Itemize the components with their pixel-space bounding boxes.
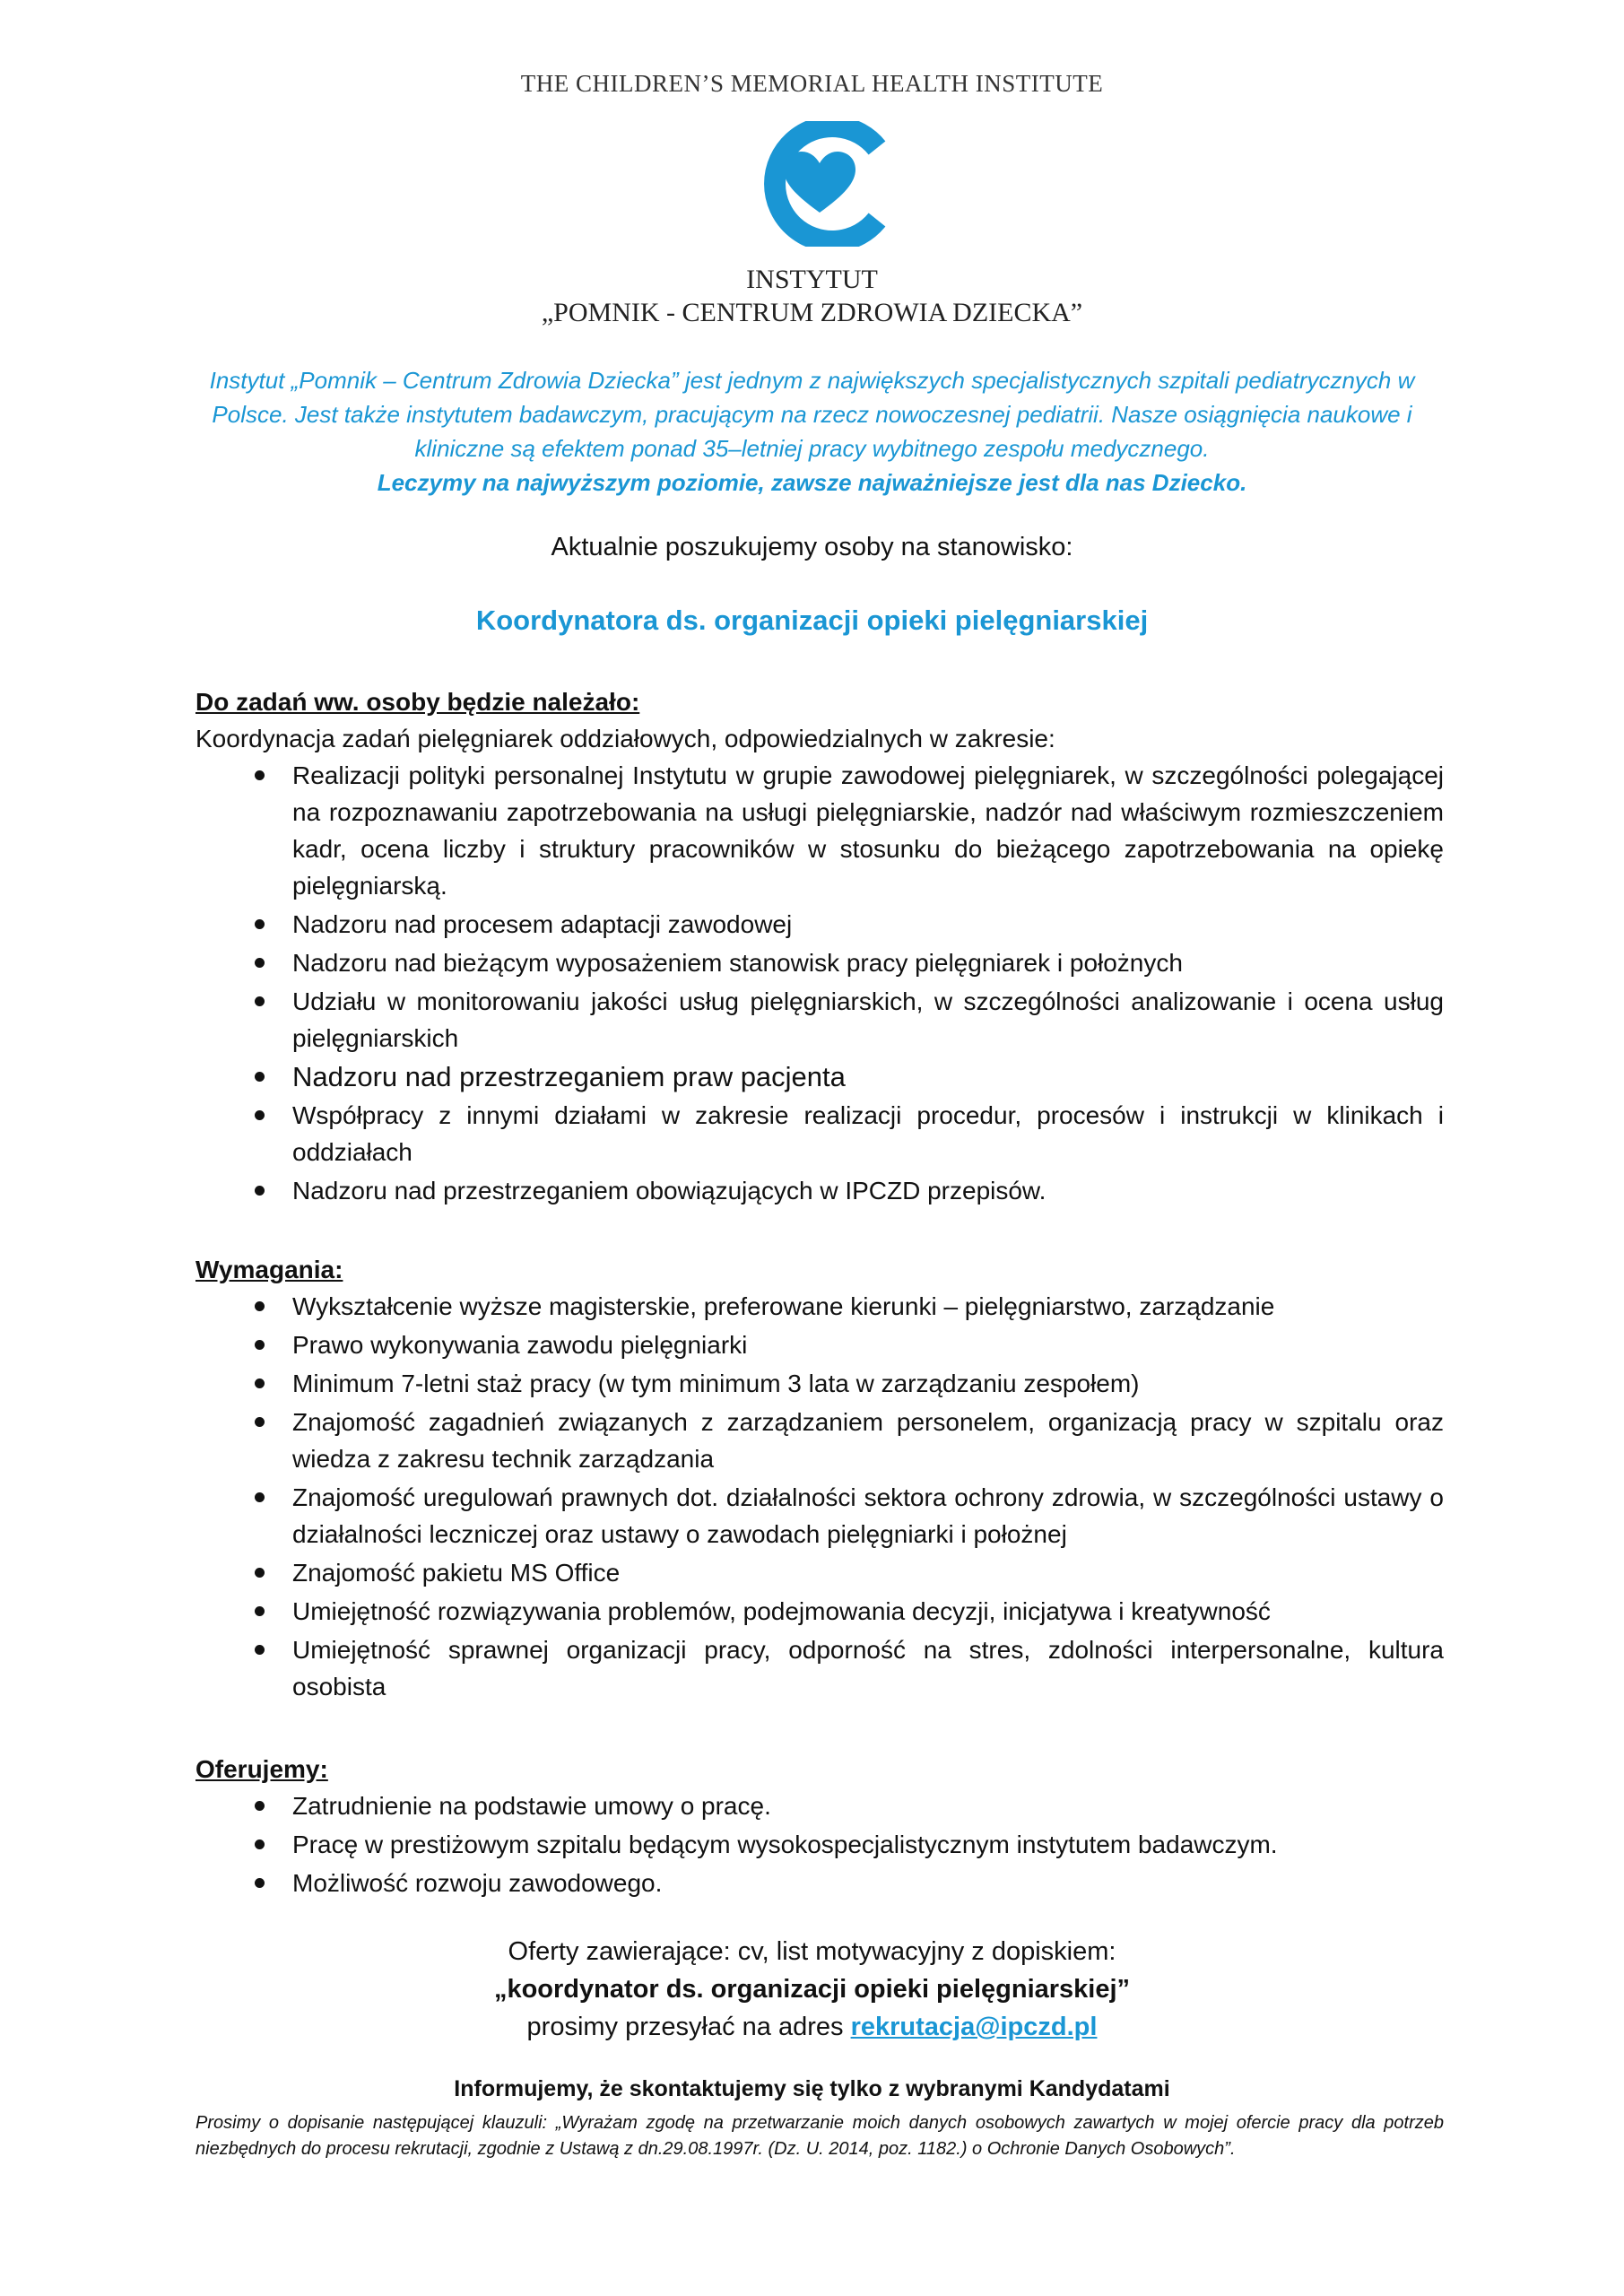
bullet-icon	[255, 1645, 265, 1655]
list-item: Nadzoru nad procesem adaptacji zawodowej	[195, 906, 1444, 943]
bullet-icon	[255, 1568, 265, 1578]
application-instructions	[0, 1933, 1624, 2046]
intro-paragraph: Instytut „Pomnik – Centrum Zdrowia Dziecka” jest jednym z największych specjalistycznych szpitali pediatrycznych w Polsce. Jest także instytutem badawczym, pracującym na rzecz nowoczesnej pediatrii. Nasze osiągnięcia naukowe i kliniczne są efektem ponad 35–letniej pracy wybitnego zespołu medycznego.	[209, 367, 1415, 462]
list-item: Umiejętność rozwiązywania problemów, podejmowania decyzji, inicjatywa i kreatywność	[195, 1593, 1444, 1630]
list-item: Udziału w monitorowaniu jakości usług pielęgniarskich, w szczególności analizowanie i ocena usług pielęgniarskich	[195, 983, 1444, 1057]
tasks-heading: Do zadań ww. osoby będzie należało:	[195, 688, 640, 716]
bullet-icon	[255, 919, 265, 929]
list-item: Znajomość zagadnień związanych z zarządzaniem personelem, organizacją pracy w szpitalu oraz wiedza z zakresu technik zarządzania	[195, 1404, 1444, 1477]
closing-line3: prosimy przesyłać na adres rekrutacja@ipczd.pl	[526, 2013, 1098, 2041]
bullet-icon	[255, 1492, 265, 1502]
bullet-icon	[255, 1110, 265, 1120]
bullet-icon	[255, 1878, 265, 1888]
list-item: Umiejętność sprawnej organizacji pracy, odporność na stres, zdolności interpersonalne, kultura osobista	[195, 1631, 1444, 1705]
institute-polish-name-line1: INSTYTUT	[746, 265, 878, 294]
offer-section	[195, 1751, 1444, 1903]
bullet-icon	[255, 1606, 265, 1616]
list-item: Znajomość pakietu MS Office	[195, 1554, 1444, 1591]
list-item: Pracę w prestiżowym szpitalu będącym wysokospecjalistycznym instytutem badawczym.	[195, 1826, 1444, 1863]
list-item: Realizacji polityki personalnej Instytutu w grupie zawodowej pielęgniarek, w szczególności polegającej na rozpoznawaniu zapotrzebowania na usługi pielęgniarskie, nadzór nad właściwym rozmieszczeniem kadr, ocena liczby i struktury pracowników w stosunku do bieżącego zapotrzebowania na opiekę pielęgniarską.	[195, 757, 1444, 904]
bullet-icon	[255, 1301, 265, 1311]
institute-english-name: THE CHILDREN’S MEMORIAL HEALTH INSTITUTE	[520, 70, 1104, 97]
bullet-icon	[255, 1340, 265, 1350]
closing-line1: Oferty zawierające: cv, list motywacyjny z dopiskiem:	[508, 1937, 1116, 1966]
list-item: Możliwość rozwoju zawodowego.	[195, 1865, 1444, 1901]
intro-block	[179, 363, 1445, 500]
bullet-icon	[255, 770, 265, 780]
list-item: Wykształcenie wyższe magisterskie, preferowane kierunki – pielęgniarstwo, zarządzanie	[195, 1288, 1444, 1325]
tasks-section	[195, 683, 1444, 1211]
offer-heading: Oferujemy:	[195, 1755, 328, 1783]
list-item: Prawo wykonywania zawodu pielęgniarki	[195, 1326, 1444, 1363]
bullet-icon	[255, 1801, 265, 1811]
bullet-icon	[255, 1839, 265, 1849]
closing-line2: „koordynator ds. organizacji opieki pielęgniarskiej”	[493, 1975, 1131, 2004]
list-item: Współpracy z innymi działami w zakresie realizacji procedur, procesów i instrukcji w klinikach i oddziałach	[195, 1097, 1444, 1170]
bullet-icon	[255, 1072, 265, 1082]
position-title: Koordynatora ds. organizacji opieki pielęgniarskiej	[475, 604, 1149, 636]
bullet-icon	[255, 958, 265, 968]
bullet-icon	[255, 996, 265, 1006]
offer-list	[195, 1787, 1444, 1901]
list-item: Zatrudnienie na podstawie umowy o pracę.	[195, 1787, 1444, 1824]
contact-notice: Informujemy, że skontaktujemy się tylko z wybranymi Kandydatami	[454, 2076, 1170, 2101]
requirements-list	[195, 1288, 1444, 1705]
bullet-icon	[255, 1378, 265, 1388]
email-link[interactable]: rekrutacja@ipczd.pl	[850, 2013, 1098, 2041]
list-item: Nadzoru nad przestrzeganiem obowiązujących w IPCZD przepisów.	[195, 1172, 1444, 1209]
bullet-icon	[255, 1417, 265, 1427]
intro-motto: Leczymy na najwyższym poziomie, zawsze najważniejsze jest dla nas Dziecko.	[377, 469, 1247, 496]
requirements-section	[195, 1251, 1444, 1707]
list-item: Minimum 7-letni staż pracy (w tym minimum 3 lata w zarządzaniu zespołem)	[195, 1365, 1444, 1402]
tasks-lead: Koordynacja zadań pielęgniarek oddziałowych, odpowiedzialnych w zakresie:	[195, 725, 1055, 752]
seeking-line: Aktualnie poszukujemy osoby na stanowisko:	[551, 533, 1073, 561]
list-item: Znajomość uregulowań prawnych dot. działalności sektora ochrony zdrowia, w szczególności ustawy o działalności leczniczej oraz ustawy o zawodach pielęgniarki i położnej	[195, 1479, 1444, 1552]
data-consent-clause: Prosimy o dopisanie następującej klauzuli: „Wyrażam zgodę na przetwarzanie moich danych osobowych zawartych w mojej ofercie pracy dla potrzeb niezbędnych do procesu rekrutacji, zgodnie z Ustawą z dn.29.08.1997r. (Dz. U. 2014, poz. 1182.) o Ochronie Danych Osobowych”.	[195, 2113, 1444, 2159]
bullet-icon	[255, 1186, 265, 1196]
heart-c-logo-icon	[753, 121, 892, 247]
list-item: Nadzoru nad bieżącym wyposażeniem stanowisk pracy pielęgniarek i położnych	[195, 944, 1444, 981]
institute-polish-name-line2: „POMNIK - CENTRUM ZDROWIA DZIECKA”	[541, 298, 1083, 327]
tasks-list	[195, 757, 1444, 1209]
list-item: Nadzoru nad przestrzeganiem praw pacjenta	[195, 1058, 1444, 1095]
requirements-heading: Wymagania:	[195, 1256, 343, 1283]
